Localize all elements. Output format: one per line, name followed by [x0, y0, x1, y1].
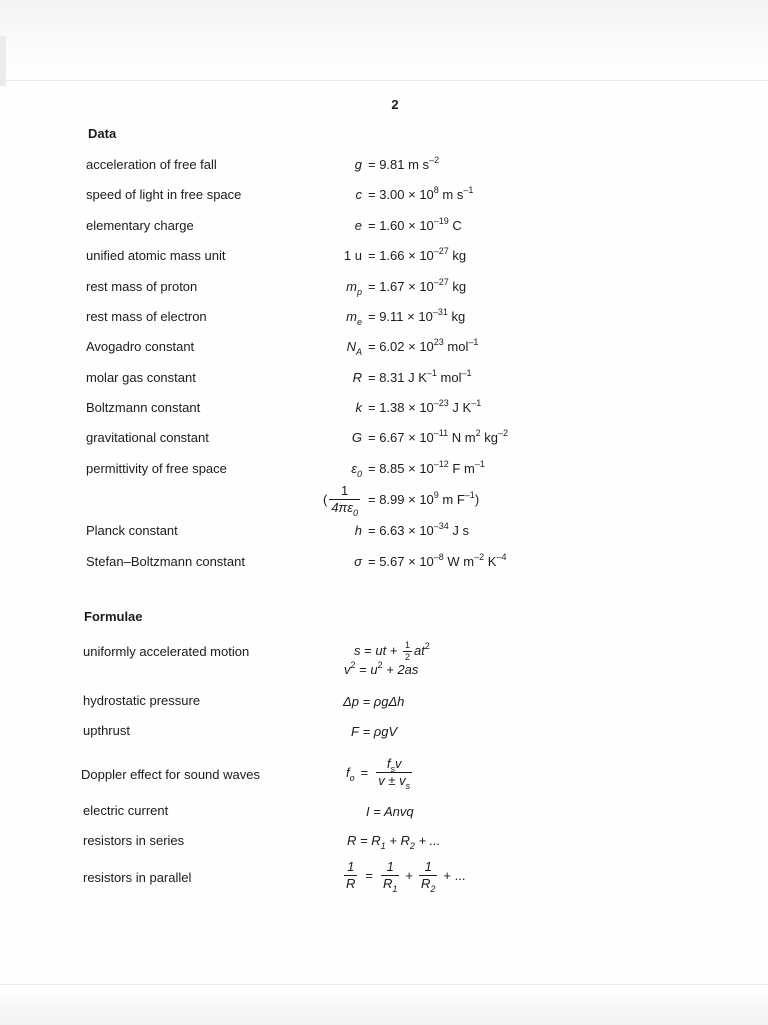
- denominator: 2: [405, 652, 411, 662]
- symbol: v: [344, 662, 351, 677]
- value: = $3.00 \times 10^8$ m $s^{-1}$: [368, 185, 474, 202]
- rhs: = ρgV: [362, 724, 398, 739]
- rhs: = $R_1 + R_2$ + ...: [360, 833, 441, 851]
- constant-value: [306, 157, 439, 172]
- constant-label: rest mass of proton: [86, 279, 198, 294]
- equals: =: [364, 642, 372, 658]
- symbol: F: [351, 724, 359, 739]
- formula-label: Doppler effect for sound waves: [81, 767, 260, 782]
- symbol: e: [354, 218, 362, 233]
- value: = $6.67 \times 10^{-11}$ N $m^2$ $kg^{-2}$: [368, 428, 508, 445]
- formula-label: uniformly accelerated motion: [83, 644, 250, 659]
- symbol: Δp: [343, 694, 359, 709]
- constant-label: rest mass of electron: [86, 309, 207, 324]
- numerator: $f_sv$: [386, 756, 402, 774]
- symbol: I: [366, 804, 370, 819]
- formula-current: [366, 804, 414, 819]
- symbol: c: [355, 187, 362, 202]
- symbol: R: [347, 833, 357, 848]
- formula-motion-1: [354, 641, 430, 662]
- symbol: $m_e$: [346, 309, 362, 327]
- constant-label: Planck constant: [86, 523, 178, 538]
- value: = $1.67 \times 10^{-27}$ kg: [368, 277, 467, 294]
- constant-label: unified atomic mass unit: [86, 248, 226, 263]
- plus: +: [405, 868, 413, 883]
- formula-label: electric current: [83, 803, 169, 818]
- value: = $1.66 \times 10^{-27}$ kg: [368, 246, 467, 263]
- value: = $8.99 \times 10^9$ m $F^{-1}$): [368, 490, 480, 507]
- fraction: $\frac{1}{R_1}$: [382, 859, 398, 894]
- constant-value: [306, 337, 479, 357]
- term: u: [370, 662, 378, 677]
- value: = $1.60 \times 10^{-19}$ C: [368, 216, 462, 233]
- symbol: s: [354, 642, 361, 658]
- term: at: [414, 642, 425, 658]
- page-number: 2: [391, 97, 399, 112]
- symbol: σ: [354, 554, 362, 569]
- formula-label: hydrostatic pressure: [83, 693, 201, 708]
- fraction: [376, 756, 412, 791]
- symbol: g: [354, 157, 362, 172]
- equals: =: [365, 868, 373, 883]
- constant-value: [306, 277, 467, 297]
- term: ut: [375, 642, 387, 658]
- fraction: $\frac{1}{R}$: [346, 859, 356, 891]
- formula-motion-2: [344, 662, 418, 677]
- constant-value: [306, 554, 506, 569]
- constant-value: [306, 459, 485, 479]
- constant-label: gravitational constant: [86, 430, 209, 445]
- rhs: = Anvq: [373, 804, 414, 819]
- symbol: G: [351, 430, 362, 445]
- scan-edge-left: [0, 36, 6, 86]
- scan-edge-bottom: [0, 984, 768, 1025]
- equals: =: [360, 765, 369, 780]
- symbol: $m_p$: [346, 279, 362, 297]
- scan-edge-top: [0, 0, 768, 81]
- constant-label: elementary charge: [86, 218, 194, 233]
- symbol: R: [352, 370, 362, 385]
- symbol: h: [354, 523, 362, 538]
- exponent: 2: [424, 640, 430, 651]
- symbol: ( $\frac{1}{4\pi\varepsilon_0}$: [322, 483, 358, 518]
- constant-value: [306, 307, 466, 327]
- formula-pressure: [343, 694, 404, 709]
- symbol: $\varepsilon_0$: [351, 461, 362, 479]
- symbol: $N_A$: [346, 339, 362, 357]
- symbol: $f_o$: [346, 765, 355, 783]
- formula-upthrust: [351, 724, 397, 739]
- constant-label: acceleration of free fall: [86, 157, 217, 172]
- constant-value: [306, 400, 481, 415]
- formula-doppler: [346, 756, 414, 791]
- constant-label: Boltzmann constant: [86, 400, 201, 415]
- equals: =: [359, 662, 367, 677]
- exponent: 2: [350, 660, 356, 670]
- fraction-half: [403, 641, 412, 662]
- denominator: $v \pm v_s$: [378, 773, 411, 791]
- data-heading: Data: [88, 126, 117, 141]
- constant-value: [306, 370, 472, 385]
- constant-label: Avogadro constant: [86, 339, 195, 354]
- value: = $1.38 \times 10^{-23}$ J $K^{-1}$: [368, 398, 482, 415]
- value: = $6.02 \times 10^{23}$ mol$^{-1}$: [368, 337, 479, 354]
- formulae-heading: Formulae: [84, 609, 143, 624]
- constant-value: [306, 218, 462, 233]
- constant-label: Stefan–Boltzmann constant: [86, 554, 245, 569]
- constant-label: speed of light in free space: [86, 187, 242, 202]
- constant-value: [306, 430, 508, 445]
- exponent: 2: [377, 660, 383, 670]
- formula-label: resistors in parallel: [83, 870, 192, 885]
- formula-label: upthrust: [83, 723, 130, 738]
- value: = 9.81 m $s^{-2}$: [368, 155, 440, 172]
- symbol: k: [355, 400, 362, 415]
- constant-value: [306, 248, 466, 263]
- constant-value: [306, 187, 473, 202]
- value: = $6.63 \times 10^{-34}$ J s: [368, 521, 470, 538]
- ellipsis: + ...: [443, 868, 466, 883]
- value: = $8.85 \times 10^{-12}$ F $m^{-1}$: [368, 459, 485, 476]
- constant-value: [306, 523, 469, 538]
- rhs: = ρgΔh: [362, 694, 405, 709]
- term: + 2as: [386, 662, 419, 677]
- value: = $5.67 \times 10^{-8}$ W $m^{-2}$ $K^{-4}$: [368, 552, 507, 569]
- constant-label: permittivity of free space: [86, 461, 227, 476]
- plus: +: [389, 642, 398, 658]
- formula-parallel: [342, 859, 466, 894]
- formula-series: [347, 833, 441, 851]
- value: = $9.11 \times 10^{-31}$ kg: [368, 307, 466, 324]
- constant-value: [306, 483, 480, 518]
- constant-label: molar gas constant: [86, 370, 196, 385]
- value: = 8.31 J $K^{-1}$ mol$^{-1}$: [368, 368, 472, 385]
- formula-label: resistors in series: [83, 833, 185, 848]
- numerator: 1: [405, 640, 411, 650]
- fraction: $\frac{1}{R_2}$: [420, 859, 436, 894]
- symbol: 1 u: [343, 248, 362, 263]
